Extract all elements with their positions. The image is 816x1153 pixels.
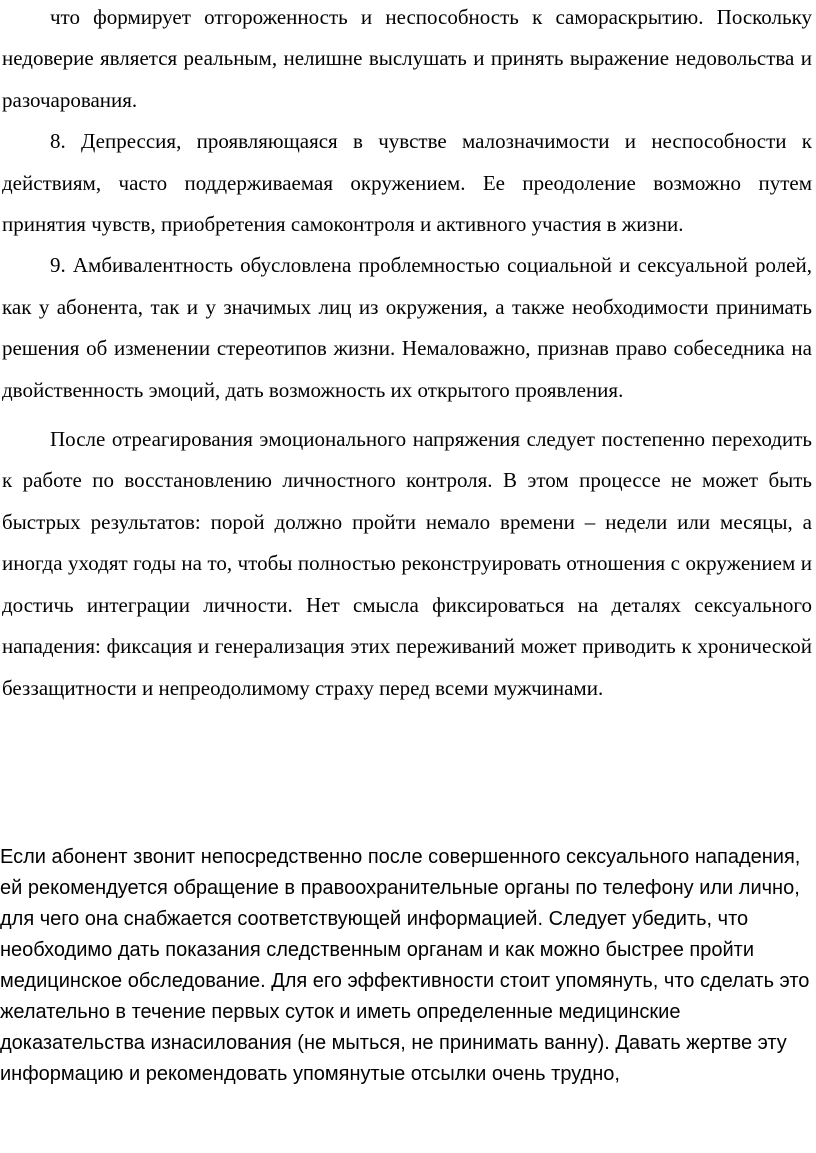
- paragraph-continuation: что формирует отгороженность и неспособность к самораскрытию. Поскольку недоверие является реальным, нелишне выслушать и принять выражение недовольства и разочарования.: [2, 5, 812, 112]
- paragraph-item-9: 9. Амбивалентность обусловлена проблемностью социальной и сексуальной ролей, как у абонента, так и у значимых лиц из окружения, а также необходимости принимать решения об изменении стереотипов жизни. Немаловажно, признав право собеседника на двойственность эмоций, дать возможность их открытого проявления.: [2, 253, 812, 402]
- paragraph-sans: Если абонент звонит непосредственно после совершенного сексуального нападения, ей рекомендуется обращение в правоохранительные органы по телефону или лично, для чего она снабжается соответствующей информацией. Следует убедить, что необходимо дать показания следственным органам и как можно быстрее пройти медицинское обследование. Для его эффективности стоит упомянуть, что сделать это желательно в течение первых суток и иметь определенные медицинские доказательства изнасилования (не мыться, не принимать ванну). Давать жертве эту информацию и рекомендовать упомянутые отсылки очень трудно,: [0, 846, 810, 1085]
- serif-text-block: [2, 0, 812, 709]
- paragraph-after: После отреагирования эмоционального напряжения следует постепенно переходить к работе по восстановлению личностного контроля. В этом процессе не может быть быстрых результатов: порой должно пройти немало времени – недели или месяцы, а иногда уходят годы на то, чтобы полностью реконструировать отношения с окружением и достичь интеграции личности. Нет смысла фиксироваться на деталях сексуального нападения: фиксация и генерализация этих переживаний может приводить к хронической беззащитности и непреодолимому страху перед всеми мужчинами.: [2, 427, 812, 700]
- sans-text-block: [0, 842, 812, 1090]
- paragraph-item-8: 8. Депрессия, проявляющаяся в чувстве малозначимости и неспособности к действиям, часто поддерживаемая окружением. Ее преодоление возможно путем принятия чувств, приобретения самоконтроля и активного участия в жизни.: [2, 129, 812, 237]
